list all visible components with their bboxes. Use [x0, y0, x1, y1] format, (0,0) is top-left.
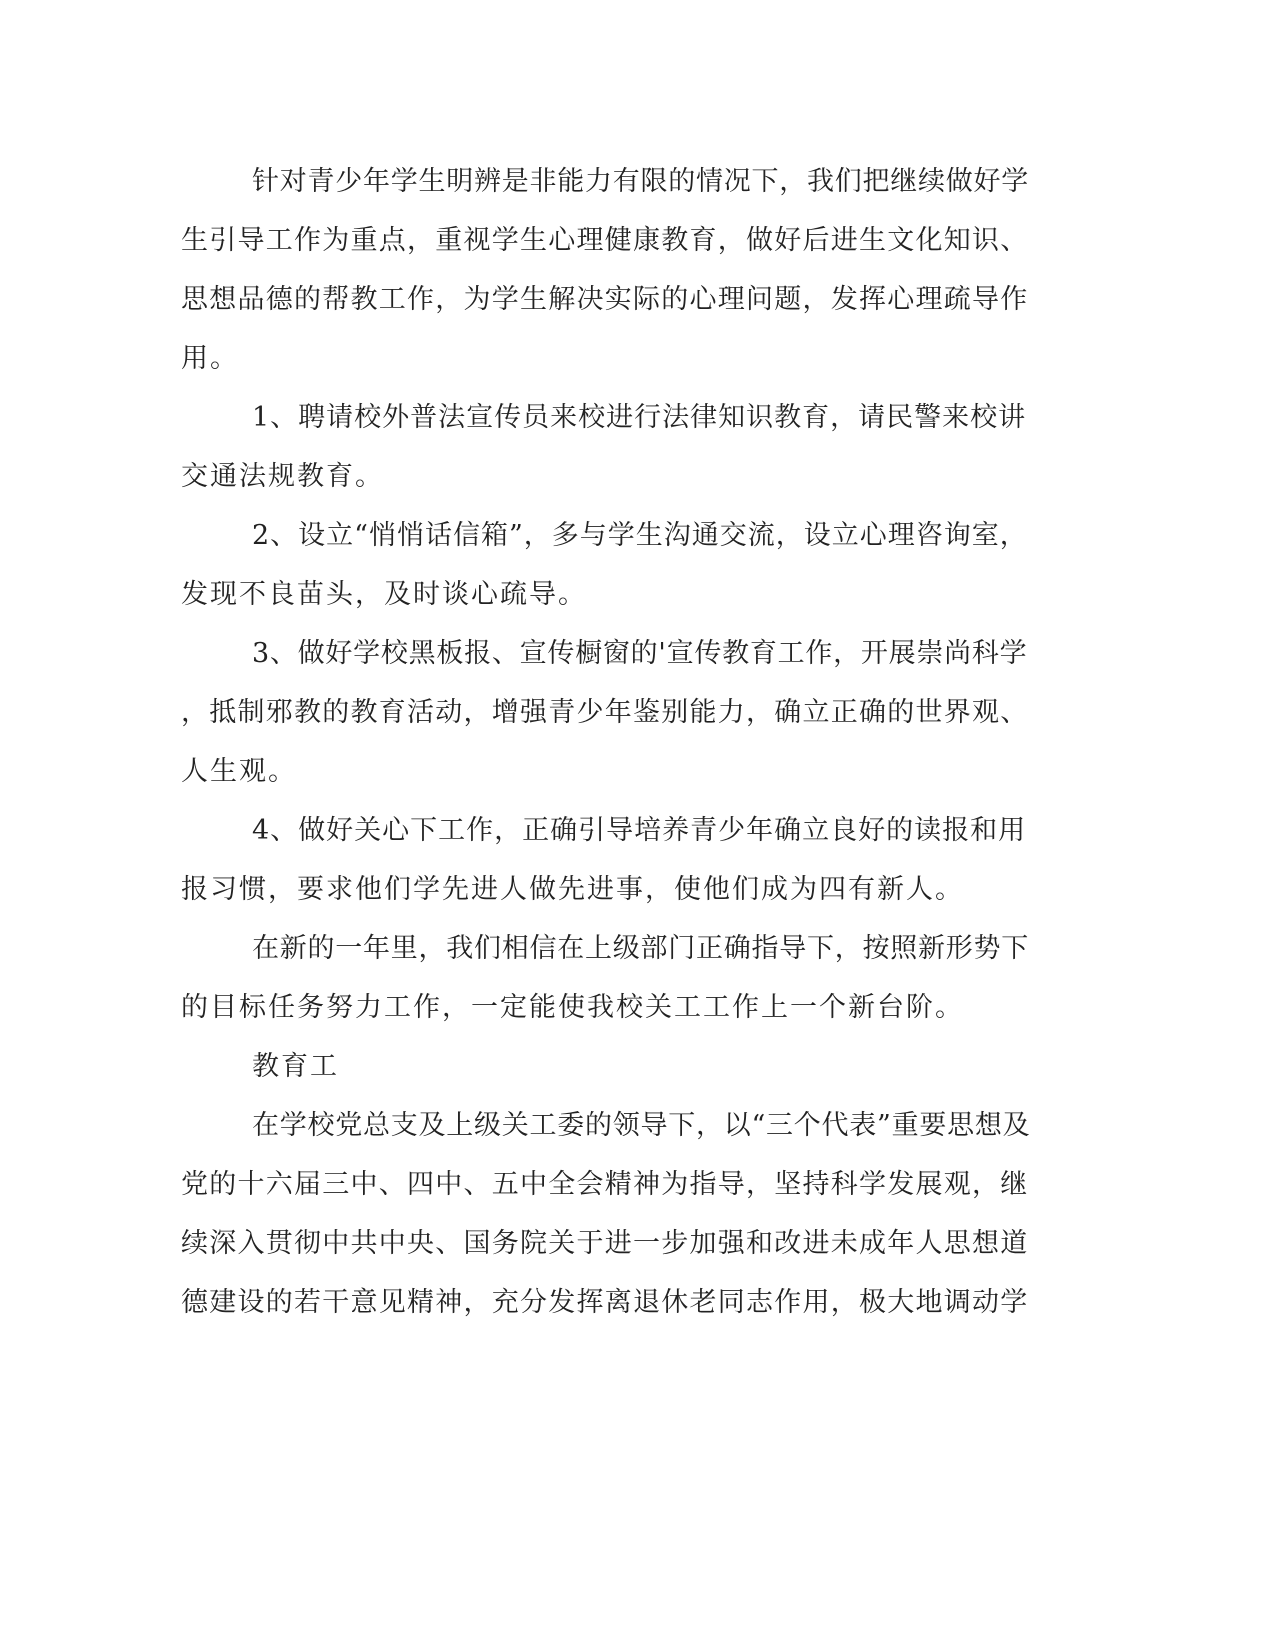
- text-line: 党的十六届三中、四中、五中全会精神为指导，坚持科学发展观，继: [181, 1169, 1029, 1200]
- text-line: ，抵制邪教的教育活动，增强青少年鉴别能力，确立正确的世界观、: [181, 697, 1029, 728]
- text-line: 3、做好学校黑板报、宣传橱窗的'宣传教育工作，开展崇尚科学: [252, 638, 1028, 669]
- text-line: 续深入贯彻中共中央、国务院关于进一步加强和改进未成年人思想道: [181, 1228, 1029, 1259]
- section-heading: 教育工: [252, 1051, 339, 1082]
- text-line: 思想品德的帮教工作，为学生解决实际的心理问题，发挥心理疏导作: [181, 284, 1029, 315]
- text-line: 针对青少年学生明辨是非能力有限的情况下，我们把继续做好学: [252, 166, 1029, 197]
- text-line: 生引导工作为重点，重视学生心理健康教育，做好后进生文化知识、: [181, 225, 1029, 256]
- text-line: 交通法规教育。: [181, 461, 384, 492]
- text-line: 的目标任务努力工作，一定能使我校关工工作上一个新台阶。: [181, 992, 964, 1023]
- text-line: 4、做好关心下工作，正确引导培养青少年确立良好的读报和用: [252, 815, 1027, 846]
- text-line: 报习惯，要求他们学先进人做先进事，使他们成为四有新人。: [181, 874, 964, 905]
- text-line: 德建设的若干意见精神，充分发挥离退休老同志作用，极大地调动学: [181, 1287, 1029, 1318]
- text-line: 1、聘请校外普法宣传员来校进行法律知识教育，请民警来校讲: [252, 402, 1027, 433]
- text-line: 在新的一年里，我们相信在上级部门正确指导下，按照新形势下: [252, 933, 1029, 964]
- text-line: 2、设立“悄悄话信箱”，多与学生沟通交流，设立心理咨询室，: [252, 520, 1028, 551]
- text-line: 人生观。: [181, 756, 297, 787]
- text-line: 用。: [181, 343, 239, 374]
- text-line: 发现不良苗头，及时谈心疏导。: [181, 579, 587, 610]
- text-line: 在学校党总支及上级关工委的领导下，以“三个代表”重要思想及: [252, 1110, 1031, 1141]
